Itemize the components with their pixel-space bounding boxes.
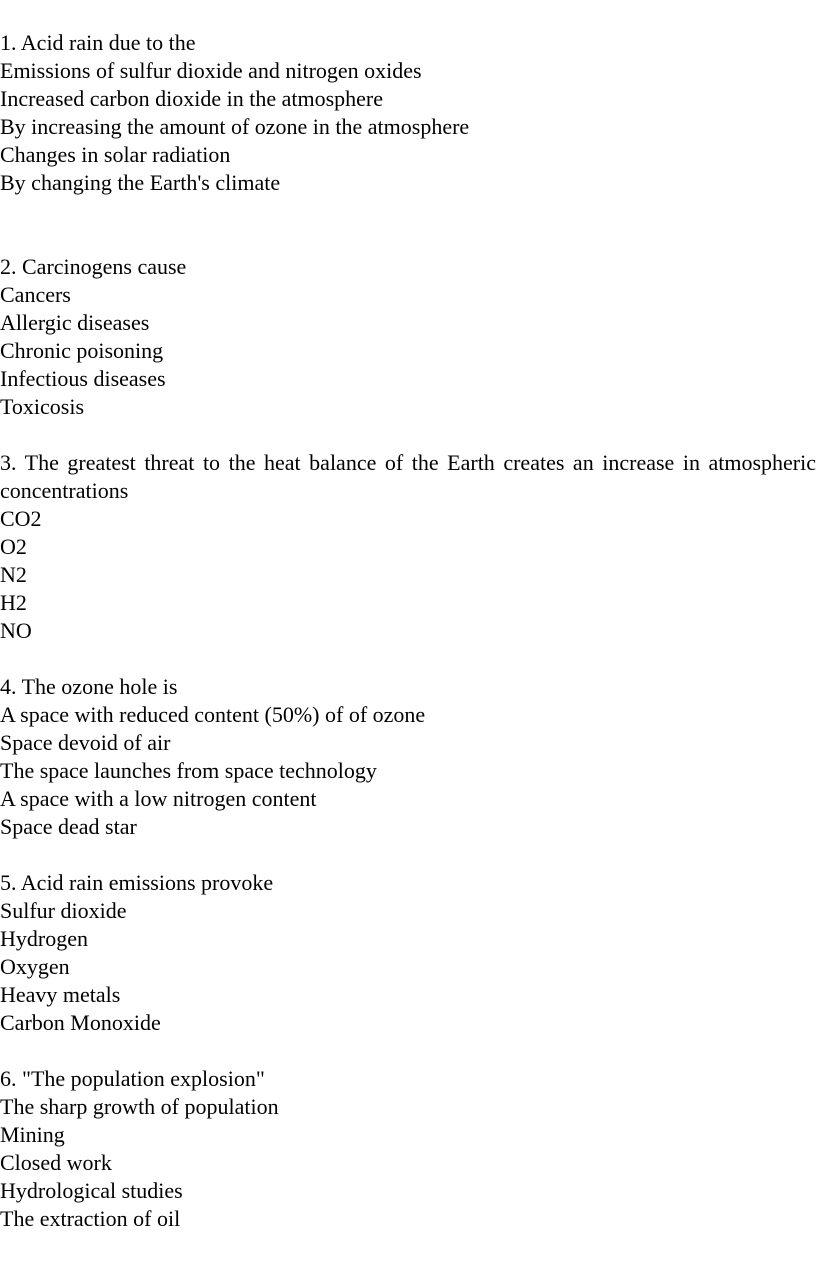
question-3 xyxy=(0,449,816,645)
answer-option: Heavy metals xyxy=(0,982,121,1007)
answer-option: The sharp growth of population xyxy=(0,1094,279,1119)
answer-option: Space devoid of air xyxy=(0,730,171,755)
spacer xyxy=(0,197,816,253)
spacer xyxy=(0,1037,816,1065)
spacer xyxy=(0,841,816,869)
answer-option: Sulfur dioxide xyxy=(0,898,127,923)
spacer xyxy=(0,645,816,673)
question-5 xyxy=(0,869,816,1037)
answer-option: Toxicosis xyxy=(0,394,85,419)
answer-option: Increased carbon dioxide in the atmosphere xyxy=(0,86,384,111)
answer-option: The space launches from space technology xyxy=(0,758,377,783)
answer-option: By changing the Earth's climate xyxy=(0,170,281,195)
answer-option: O2 xyxy=(0,534,27,559)
answer-option: A space with a low nitrogen content xyxy=(0,786,317,811)
answer-option: H2 xyxy=(0,590,27,615)
answer-option: Hydrogen xyxy=(0,926,88,951)
answer-option: Chronic poisoning xyxy=(0,338,164,363)
answer-option: NO xyxy=(0,618,32,643)
answer-option: Infectious diseases xyxy=(0,366,166,391)
question-1 xyxy=(0,29,816,197)
question-stem: 5. Acid rain emissions provoke xyxy=(0,870,274,895)
answer-option: A space with reduced content (50%) of of ozone xyxy=(0,702,426,727)
question-stem: 3. The greatest threat to the heat balance of the Earth creates an increase in atmospheric concentrations xyxy=(0,450,816,503)
answer-option: Space dead star xyxy=(0,814,137,839)
answer-option: CO2 xyxy=(0,506,42,531)
answer-option: N2 xyxy=(0,562,27,587)
answer-option: Oxygen xyxy=(0,954,70,979)
answer-option: Mining xyxy=(0,1122,65,1147)
question-stem: 4. The ozone hole is xyxy=(0,674,178,699)
question-stem: 2. Carcinogens cause xyxy=(0,254,187,279)
answer-option: Emissions of sulfur dioxide and nitrogen oxides xyxy=(0,58,422,83)
question-stem: 1. Acid rain due to the xyxy=(0,30,196,55)
answer-option: Closed work xyxy=(0,1150,112,1175)
question-stem: 6. "The population explosion" xyxy=(0,1066,265,1091)
answer-option: Hydrological studies xyxy=(0,1178,183,1203)
spacer xyxy=(0,421,816,449)
question-2 xyxy=(0,253,816,421)
question-4 xyxy=(0,673,816,841)
answer-option: Changes in solar radiation xyxy=(0,142,231,167)
answer-option: The extraction of oil xyxy=(0,1206,181,1231)
answer-option: Cancers xyxy=(0,282,71,307)
answer-option: Allergic diseases xyxy=(0,310,150,335)
document-body xyxy=(0,29,816,1233)
answer-option: Carbon Monoxide xyxy=(0,1010,161,1035)
answer-option: By increasing the amount of ozone in the atmosphere xyxy=(0,114,470,139)
question-6 xyxy=(0,1065,816,1233)
